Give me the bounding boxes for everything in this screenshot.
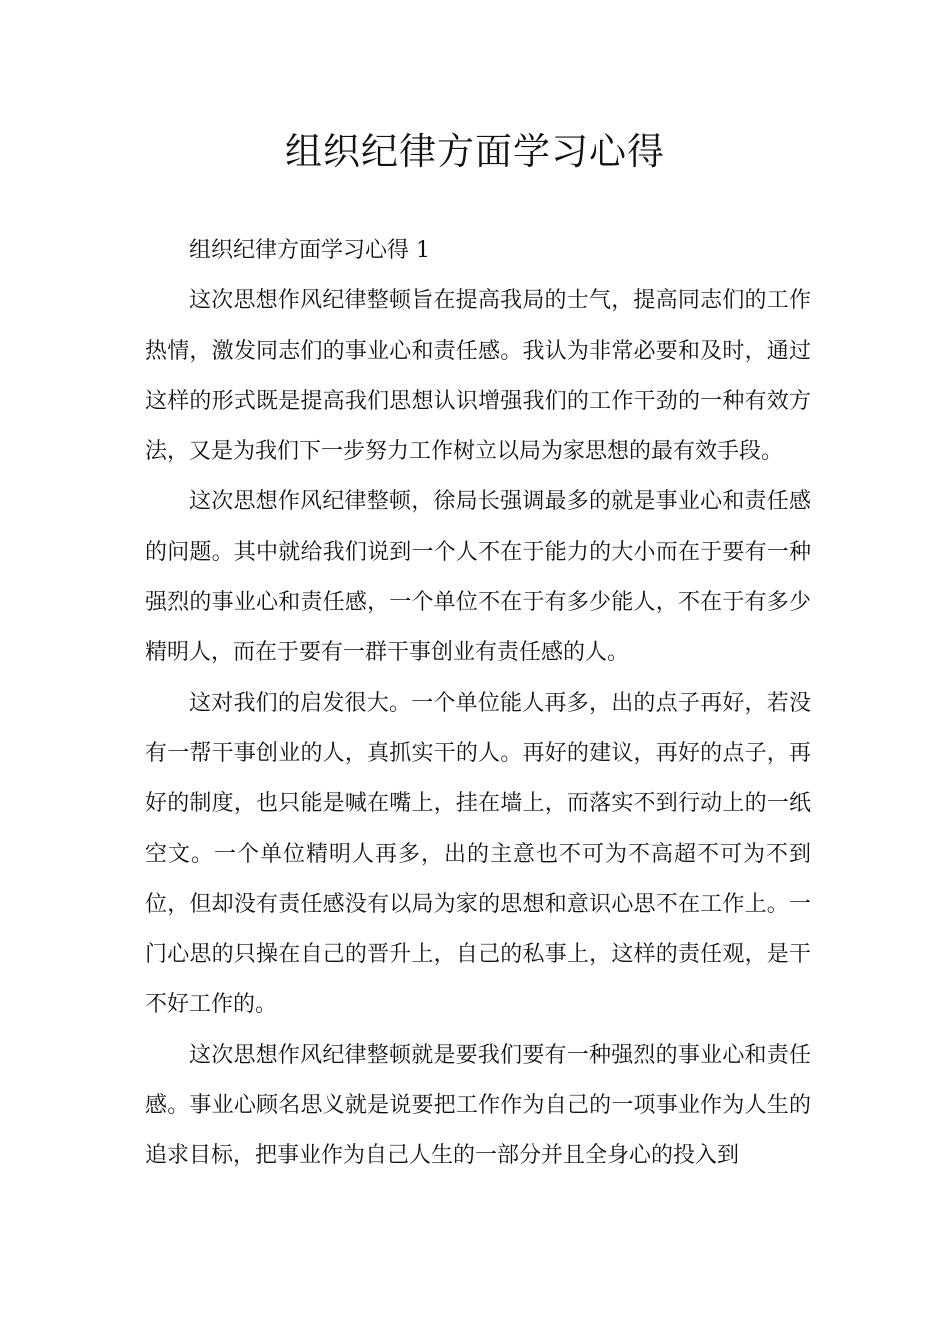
paragraph-2: 这次思想作风纪律整顿，徐局长强调最多的就是事业心和责任感的问题。其中就给我们说到一个人不在于能力的大小而在于要有一种强烈的事业心和责任感，一个单位不在于有多少能人，不在于有多少精明人，而在于要有一群干事创业有责任感的人。 [145, 489, 811, 666]
section-heading: 组织纪律方面学习心得 1 [189, 238, 430, 263]
document-body [145, 226, 811, 1182]
paragraph-4: 这次思想作风纪律整顿就是要我们要有一种强烈的事业心和责任感。事业心顾名思义就是说要把工作作为自己的一项事业作为人生的追求目标，把事业作为自己人生的一部分并且全身心的投入到 [145, 1042, 811, 1169]
paragraph-3: 这对我们的启发很大。一个单位能人再多，出的点子再好，若没有一帮干事创业的人，真抓实干的人。再好的建议，再好的点子，再好的制度，也只能是喊在嘴上，挂在墙上，而落实不到行动上的一纸空文。一个单位精明人再多，出的主意也不可为不高超不可为不到位，但却没有责任感没有以局为家的思想和意识心思不在工作上。一门心思的只操在自己的晋升上，自己的私事上，这样的责任观，是干不好工作的。 [145, 690, 811, 1018]
paragraph-1: 这次思想作风纪律整顿旨在提高我局的士气，提高同志们的工作热情，激发同志们的事业心和责任感。我认为非常必要和及时，通过这样的形式既是提高我们思想认识增强我们的工作干劲的一种有效方法，又是为我们下一步努力工作树立以局为家思想的最有效手段。 [145, 288, 811, 465]
document-title: 组织纪律方面学习心得 [285, 130, 665, 173]
